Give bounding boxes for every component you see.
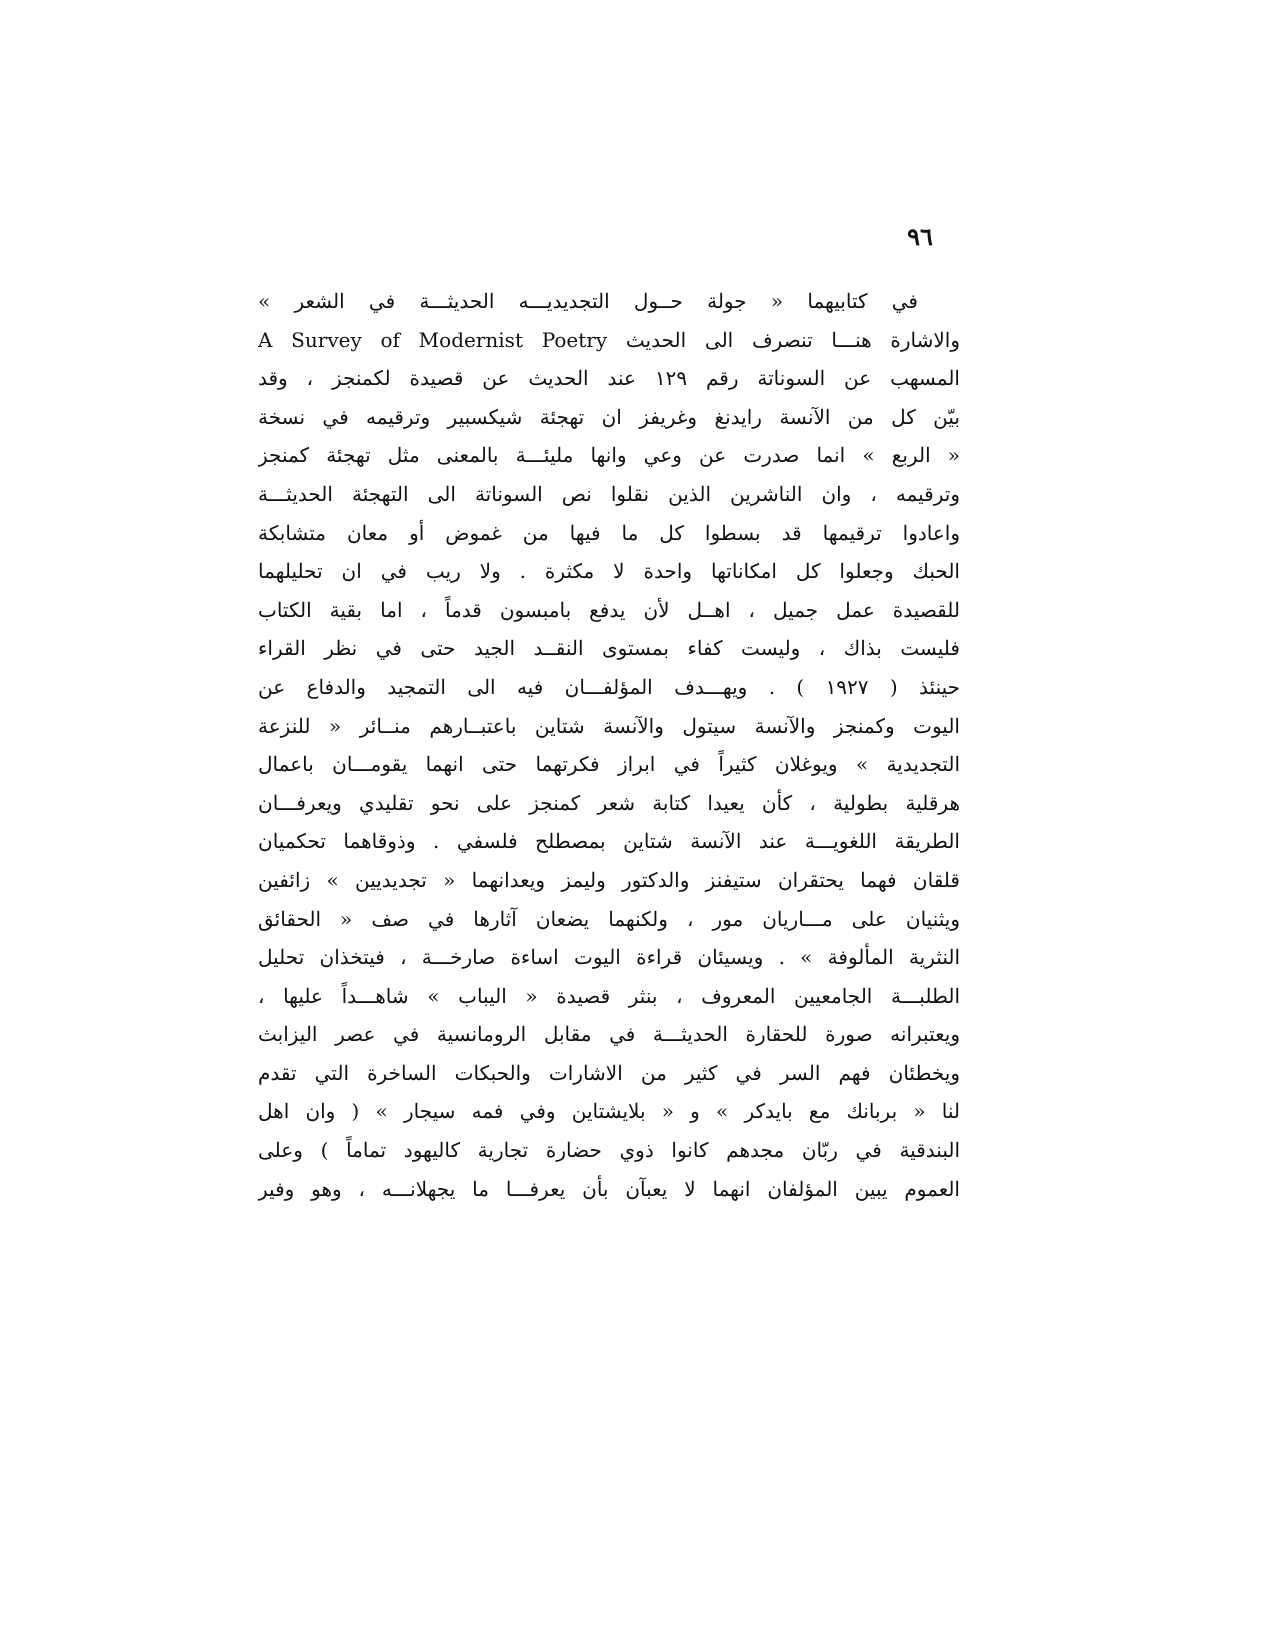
text-line: المسهب عن السوناتة رقم ١٢٩ عند الحديث عن قصيدة لكمنجز ، وقد xyxy=(258,366,960,391)
text-line: فليست بذاك ، وليست كفاء بمستوى النقــد الجيد حتى في نظر القراء xyxy=(258,636,960,661)
text-line: اليوت وكمنجز والآنسة سيتول والآنسة شتاين باعتبــارهم منــائر « للنزعة xyxy=(258,713,960,738)
text-line: لنا « بربانك مع بايدكر » و « بلايشتاين وفي فمه سيجار » ( وان اهل xyxy=(258,1099,960,1124)
text-line: ويثنيان على مـــاريان مور ، ولكنهما يضعان آثارها في صف « الحقائق xyxy=(258,906,960,931)
text-line: التجديدية » ويوغلان كثيراً في ابراز فكرتهما حتى انهما يقومـــان باعمال xyxy=(258,752,960,777)
text-line: الحبك وجعلوا كل امكاناتها واحدة لا مكثرة . ولا ريب في ان تحليلهما xyxy=(258,559,960,584)
text-line: بيّن كل من الآنسة رايدنغ وغريفز ان تهجئة شيكسبير وترقيمه في نسخة xyxy=(258,404,960,429)
text-line: واعادوا ترقيمها قد بسطوا كل ما فيها من غموض أو معان متشابكة xyxy=(258,520,960,545)
text-line: البندقية في ربّان مجدهم كانوا ذوي حضارة تجارية كاليهود تماماً ) وعلى xyxy=(258,1138,960,1163)
text-line: حينئذ ( ١٩٢٧ ) . ويهـــدف المؤلفـــان فيه الى التمجيد والدفاع عن xyxy=(258,674,960,699)
text-line: ويخطئان فهم السر في كثير من الاشارات والحبكات الساخرة التي تقدم xyxy=(258,1060,960,1085)
text-line: الطريقة اللغويـــة عند الآنسة شتاين بمصطلح فلسفي . وذوقاهما تحكميان xyxy=(258,829,960,854)
text-line: النثرية المألوفة » . ويسيئان قراءة اليوت اساءة صارخـــة ، فيتخذان تحليل xyxy=(258,945,960,970)
text-line: للقصيدة عمل جميل ، اهــل لأن يدفع بامبسون قدماً ، اما بقية الكتاب xyxy=(258,597,960,622)
text-line: العموم يبين المؤلفان انهما لا يعبآن بأن يعرفـــا ما يجهلانـــه ، وهو وفير xyxy=(258,1176,960,1201)
page-number: ٩٦ xyxy=(907,222,933,251)
text-line: وترقيمه ، وان الناشرين الذين نقلوا نص السوناتة الى التهجئة الحديثـــة xyxy=(258,481,960,506)
text-line: في كتابيهما « جولة حــول التجديديـــه الحديثـــة في الشعر » xyxy=(258,289,918,313)
text-line: هرقلية بطولية ، كأن يعيدا كتابة شعر كمنجز على نحو تقليدي ويعرفـــان xyxy=(258,790,960,815)
text-line: قلقان فهما يحتقران ستيفنز والدكتور وليمز ويعدانهما « تجديديين » زائفين xyxy=(258,867,960,892)
text-line: A Survey of Modernist Poetry والاشارة هنـــا تنصرف الى الحديث xyxy=(258,327,960,352)
body-text xyxy=(258,282,960,1208)
text-line: ويعتبرانه صورة للحقارة الحديثـــة في مقابل الرومانسية في عصر اليزابث xyxy=(258,1022,960,1047)
text-line: « الربع » انما صدرت عن وعي وانها مليئـــة بالمعنى مثل تهجئة كمنجز xyxy=(258,443,960,468)
text-line: الطلبـــة الجامعيين المعروف ، بنثر قصيدة « اليباب » شاهـــداً عليها ، xyxy=(258,983,960,1008)
